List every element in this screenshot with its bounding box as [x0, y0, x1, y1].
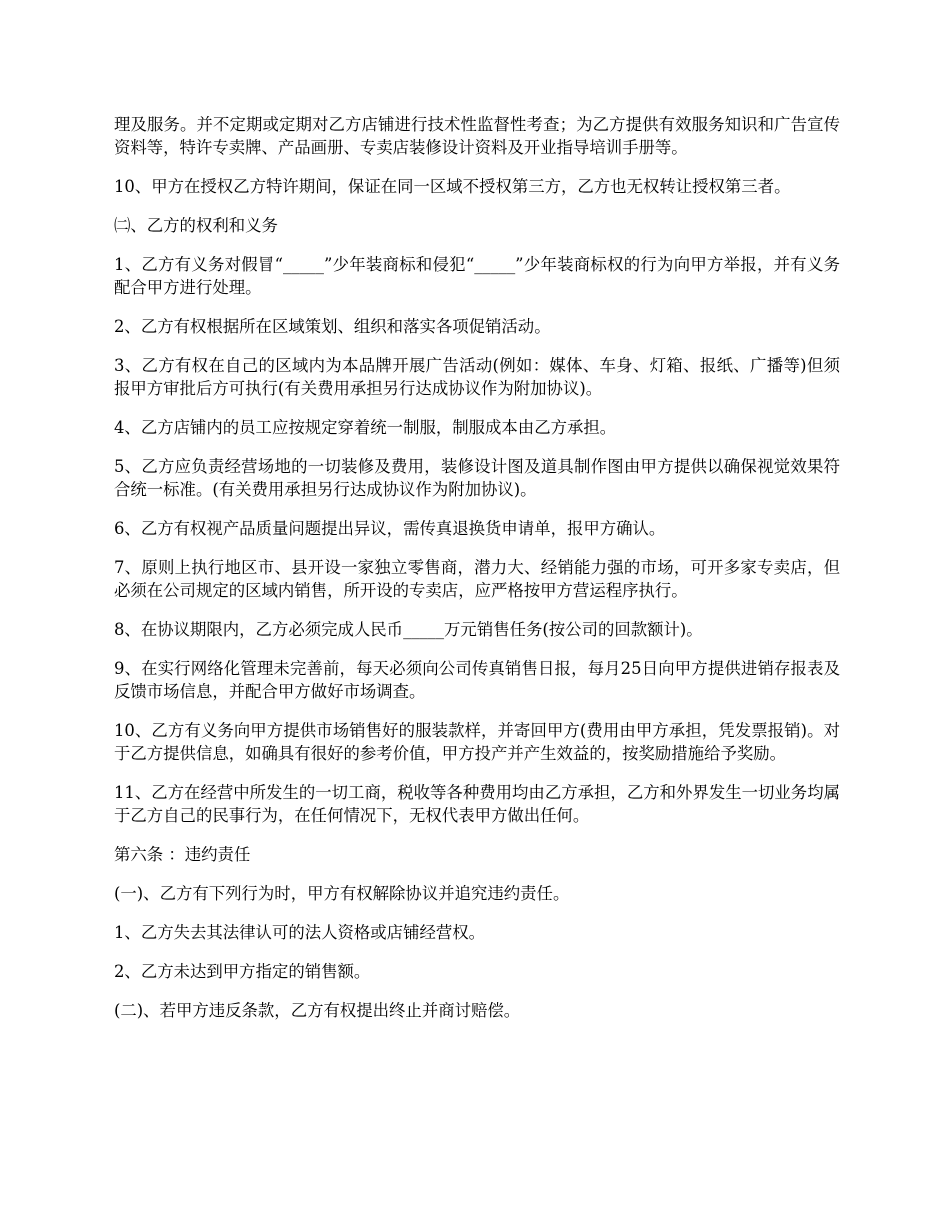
paragraph-clause-3-advertising: 3、乙方有权在自己的区域内为本品牌开展广告活动(例如：媒体、车身、灯箱、报纸、广播等)但须报甲方审批后方可执行(有关费用承担另行达成协议作为附加协议)。	[114, 356, 840, 398]
paragraph-liability-item-1: 1、乙方失去其法律认可的法人资格或店铺经营权。	[114, 923, 486, 942]
paragraph-party-a-breach: (二)、若甲方违反条款，乙方有权提出终止并商讨赔偿。	[114, 1001, 521, 1020]
paragraph-clause-4-uniform: 4、乙方店铺内的员工应按规定穿着统一制服，制服成本由乙方承担。	[114, 418, 617, 437]
paragraph-clause-2-promotion: 2、乙方有权根据所在区域策划、组织和落实各项促销活动。	[114, 317, 551, 336]
article-heading-liability: 第六条 ：违约责任	[114, 845, 251, 864]
paragraph-clause-1-trademark: 1、乙方有义务对假冒“_____”少年装商标和侵犯“_____”少年装商标权的行为向甲方举报，并有义务配合甲方进行处理。	[114, 255, 840, 297]
paragraph-liability-item-2: 2、乙方未达到甲方指定的销售额。	[114, 962, 371, 981]
paragraph-clause-7-retail: 7、原则上执行地区市、县开设一家独立零售商，潜力大、经销能力强的市场，可开多家专卖店，但必须在公司规定的区域内销售，所开设的专卖店，应严格按甲方营运程序执行。	[114, 558, 840, 600]
paragraph-clause-8-sales-target: 8、在协议期限内，乙方必须完成人民币_____万元销售任务(按公司的回款额计)。	[114, 620, 703, 639]
paragraph-termination-conditions: (一)、乙方有下列行为时，甲方有权解除协议并追究违约责任。	[114, 884, 570, 903]
paragraph-clause-9-reporting: 9、在实行网络化管理未完善前，每天必须向公司传真销售日报，每月25日向甲方提供进销存报表及反馈市场信息，并配合甲方做好市场调查。	[114, 659, 840, 701]
section-heading-party-b-rights: ㈡、乙方的权利和义务	[114, 216, 278, 235]
paragraph-clause-6-quality: 6、乙方有权视产品质量问题提出异议，需传真退换货申请单，报甲方确认。	[114, 519, 666, 538]
paragraph-clause-10-exclusivity: 10、甲方在授权乙方特许期间，保证在同一区域不授权第三方，乙方也无权转让授权第三者。	[114, 177, 791, 196]
paragraph-clause-10-samples: 10、乙方有义务向甲方提供市场销售好的服装款样，并寄回甲方(费用由甲方承担，凭发票报销)。对于乙方提供信息，如确具有很好的参考价值，甲方投产并产生效益的，按奖励措施给予奖励。	[114, 721, 840, 763]
paragraph-clause-5-decoration: 5、乙方应负责经营场地的一切装修及费用，装修设计图及道具制作图由甲方提供以确保视觉效果符合统一标准。(有关费用承担另行达成协议作为附加协议)。	[114, 457, 840, 499]
paragraph-clause-11-costs: 11、乙方在经营中所发生的一切工商，税收等各种费用均由乙方承担，乙方和外界发生一切业务均属于乙方自己的民事行为，在任何情况下，无权代表甲方做出任何。	[114, 783, 840, 825]
document-page	[114, 113, 840, 1022]
paragraph-service-continued: 理及服务。并不定期或定期对乙方店铺进行技术性监督性考查；为乙方提供有效服务知识和广告宣传资料等，特许专卖牌、产品画册、专卖店装修设计资料及开业指导培训手册等。	[114, 115, 840, 157]
